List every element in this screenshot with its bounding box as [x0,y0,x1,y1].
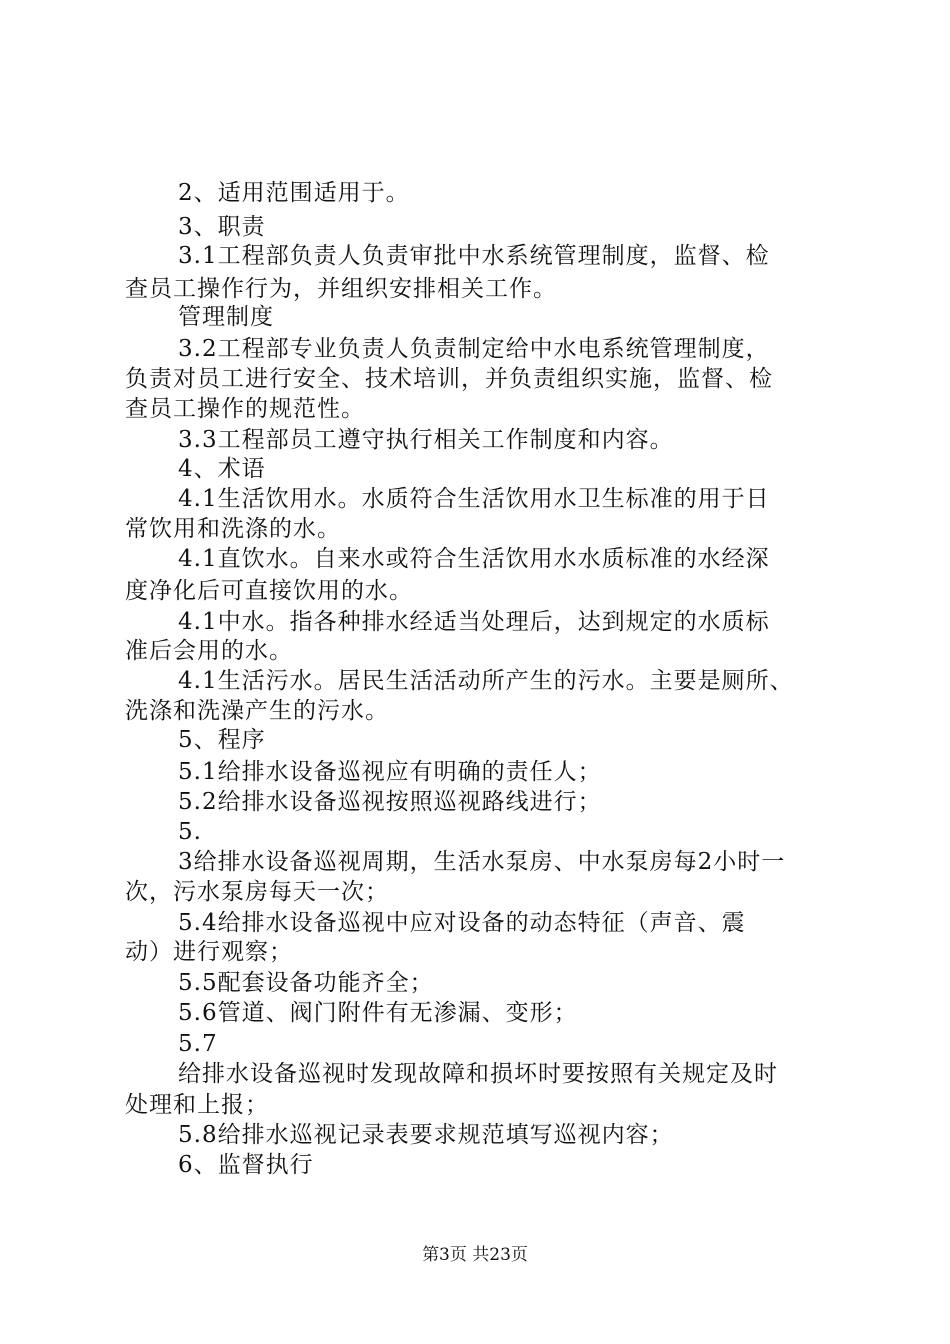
section-heading: 5、程序 [178,727,266,753]
paragraph-line: 4.1生活污水。居民生活活动所产生的污水。主要是厕所、 [178,668,794,694]
paragraph-line: 5.5配套设备功能齐全； [178,970,434,996]
paragraph-line: 5.2给排水设备巡视按照巡视路线进行； [178,789,602,815]
section-heading: 4、术语 [178,456,266,482]
paragraph-line: 准后会用的水。 [125,638,293,664]
paragraph-line: 处理和上报； [125,1092,269,1118]
paragraph-line: 度净化后可直接饮用的水。 [125,578,413,604]
section-heading: 3、职责 [178,214,266,240]
paragraph-line: 5.7 [178,1031,218,1057]
paragraph-line: 给排水设备巡视时发现故障和损坏时要按照有关规定及时 [178,1061,778,1087]
paragraph-line: 动）进行观察； [125,939,293,965]
section-heading: 6、监督执行 [178,1152,314,1178]
paragraph-line: 5.4给排水设备巡视中应对设备的动态特征（声音、震 [178,910,746,936]
paragraph-line: 5.8给排水巡视记录表要求规范填写巡视内容； [178,1122,674,1148]
section-heading: 2、适用范围适用于。 [178,180,410,206]
paragraph-line: 5.6管道、阀门附件有无渗漏、变形； [178,1000,578,1026]
paragraph-line: 次，污水泵房每天一次； [125,879,389,905]
paragraph-line: 负责对员工进行安全、技术培训，并负责组织实施，监督、检 [125,366,773,392]
paragraph-line: 洗涤和洗澡产生的污水。 [125,698,389,724]
paragraph-line: 4.1直饮水。自来水或符合生活饮用水水质标准的水经深 [178,546,770,572]
paragraph-line: 5. [178,819,202,845]
paragraph-line: 管理制度 [178,304,274,330]
paragraph-line: 查员工操作行为，并组织安排相关工作。 [125,276,557,302]
paragraph-line: 3.2工程部专业负责人负责制定给中水电系统管理制度， [178,336,770,362]
paragraph-line: 查员工操作的规范性。 [125,396,365,422]
paragraph-line: 4.1生活饮用水。水质符合生活饮用水卫生标准的用于日 [178,486,770,512]
page-number: 第3页 共23页 [422,1245,528,1265]
paragraph-line: 3.3工程部员工遵守执行相关工作制度和内容。 [178,427,674,453]
paragraph-line: 3给排水设备巡视周期，生活水泵房、中水泵房每2小时一 [178,849,786,875]
paragraph-line: 3.1工程部负责人负责审批中水系统管理制度，监督、检 [178,243,770,269]
paragraph-line: 4.1中水。指各种排水经适当处理后，达到规定的水质标 [178,609,770,635]
paragraph-line: 常饮用和洗涤的水。 [125,516,341,542]
paragraph-line: 5.1给排水设备巡视应有明确的责任人； [178,759,602,785]
